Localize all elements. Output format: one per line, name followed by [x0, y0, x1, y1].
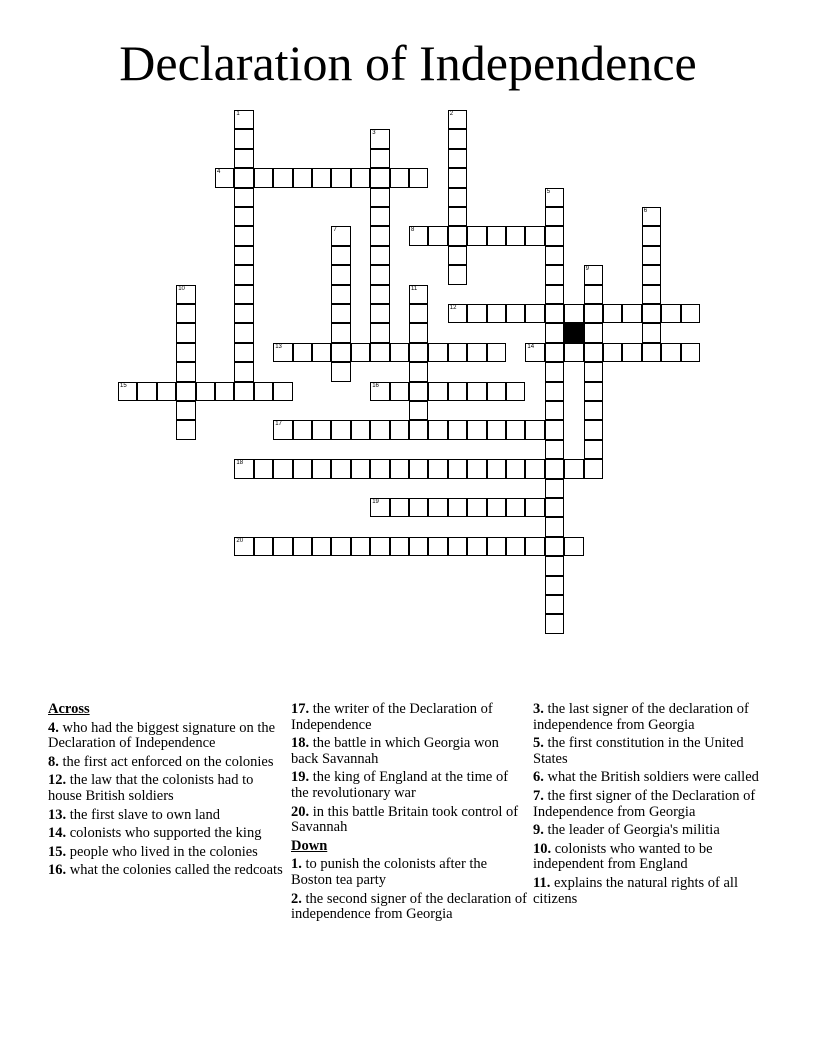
blocked-square: [564, 323, 583, 342]
clue-number: 4: [217, 169, 221, 176]
grid-cell[interactable]: [545, 595, 564, 614]
grid-cell[interactable]: [487, 304, 506, 323]
grid-cell[interactable]: [584, 440, 603, 459]
grid-cell[interactable]: [331, 285, 350, 304]
grid-cell[interactable]: [467, 304, 486, 323]
clue-across-13: 13. the first slave to own land: [48, 806, 220, 823]
grid-cell[interactable]: [448, 149, 467, 168]
grid-cell[interactable]: [428, 459, 447, 478]
grid-cell[interactable]: [331, 323, 350, 342]
grid-cell[interactable]: [331, 420, 350, 439]
grid-cell[interactable]: [545, 576, 564, 595]
grid-cell[interactable]: [370, 498, 389, 517]
grid-cell[interactable]: [584, 265, 603, 284]
grid-cell[interactable]: [545, 304, 564, 323]
grid-cell[interactable]: [467, 226, 486, 245]
grid-cell[interactable]: [312, 420, 331, 439]
grid-cell[interactable]: [448, 188, 467, 207]
clue-down-11: 11. explains the natural rights of all citizens: [533, 874, 738, 907]
grid-cell[interactable]: [584, 382, 603, 401]
grid-cell[interactable]: [545, 537, 564, 556]
clue-number: 20: [236, 537, 244, 544]
page-title: Declaration of Independence: [119, 35, 697, 91]
grid-cell[interactable]: [642, 323, 661, 342]
grid-cell[interactable]: [331, 537, 350, 556]
grid-cell[interactable]: [312, 459, 331, 478]
grid-cell[interactable]: [254, 168, 273, 187]
grid-cell[interactable]: [584, 362, 603, 381]
clue-number: 18: [236, 460, 244, 467]
grid-cell[interactable]: [351, 168, 370, 187]
clue-number: 19: [372, 499, 379, 505]
grid-cell[interactable]: [234, 343, 253, 362]
grid-cell[interactable]: [448, 420, 467, 439]
grid-cell[interactable]: [176, 420, 195, 439]
grid-cell[interactable]: [312, 343, 331, 362]
clue-across-17: 17. the writer of the Declaration of Independence: [291, 701, 493, 733]
grid-cell[interactable]: [409, 420, 428, 439]
clue-across-8: 8. the first act enforced on the colonies: [48, 753, 274, 770]
grid-cell[interactable]: [370, 382, 389, 401]
grid-cell[interactable]: [525, 226, 544, 245]
grid-cell[interactable]: [467, 498, 486, 517]
grid-cell[interactable]: [467, 343, 486, 362]
grid-cell[interactable]: [584, 401, 603, 420]
grid-cell[interactable]: [409, 226, 428, 245]
grid-cell[interactable]: [564, 537, 583, 556]
grid-cell[interactable]: [273, 420, 292, 439]
clue-number: 12: [449, 305, 457, 311]
clue-number: 1: [236, 111, 240, 117]
grid-cell[interactable]: [487, 382, 506, 401]
grid-cell[interactable]: [390, 343, 409, 362]
grid-cell[interactable]: [448, 110, 467, 129]
grid-cell[interactable]: [525, 343, 544, 362]
clue-number: 11: [411, 285, 418, 292]
clue-across-14: 14. colonists who supported the king: [48, 825, 262, 842]
grid-cell[interactable]: [390, 537, 409, 556]
grid-cell[interactable]: [584, 459, 603, 478]
grid-cell[interactable]: [370, 459, 389, 478]
clue-down-2: 2. the second signer of the declaration of independence from Georgia: [291, 890, 527, 923]
grid-cell[interactable]: [487, 420, 506, 439]
grid-cell[interactable]: [467, 459, 486, 478]
grid-cell[interactable]: [584, 323, 603, 342]
grid-cell[interactable]: [487, 343, 506, 362]
grid-cell[interactable]: [409, 285, 428, 304]
clues-column-2: [291, 702, 527, 926]
grid-cell[interactable]: [331, 168, 350, 187]
clue-down-1: 1. to punish the colonists after the Boston tea party: [291, 856, 488, 888]
grid-cell[interactable]: [390, 382, 409, 401]
grid-cell[interactable]: [448, 129, 467, 148]
grid-cell[interactable]: [467, 420, 486, 439]
grid-cell[interactable]: [545, 188, 564, 207]
grid-cell[interactable]: [293, 168, 312, 187]
across-heading: Across: [48, 701, 90, 717]
grid-cell[interactable]: [545, 498, 564, 517]
clues-column-1: [48, 702, 284, 882]
clue-number: 5: [546, 188, 551, 195]
grid-cell[interactable]: [234, 382, 253, 401]
grid-cell[interactable]: [409, 401, 428, 420]
grid-cell[interactable]: [409, 537, 428, 556]
grid-cell[interactable]: [273, 168, 292, 187]
grid-cell[interactable]: [545, 459, 564, 478]
clue-number: 3: [372, 130, 376, 137]
grid-cell[interactable]: [234, 149, 253, 168]
grid-cell[interactable]: [409, 459, 428, 478]
grid-cell[interactable]: [234, 246, 253, 265]
grid-cell[interactable]: [428, 382, 447, 401]
grid-cell[interactable]: [409, 362, 428, 381]
clue-number: 15: [120, 382, 127, 389]
grid-cell[interactable]: [234, 168, 253, 187]
grid-cell[interactable]: [622, 304, 641, 323]
grid-cell[interactable]: [642, 246, 661, 265]
clue-number: 7: [333, 227, 337, 234]
grid-cell[interactable]: [370, 129, 389, 148]
grid-cell[interactable]: [487, 226, 506, 245]
grid-cell[interactable]: [409, 323, 428, 342]
clue-number: 6: [643, 208, 648, 214]
clue-across-15: 15. people who lived in the colonies: [48, 843, 258, 860]
grid-cell[interactable]: [196, 382, 215, 401]
grid-cell[interactable]: [254, 459, 273, 478]
grid-cell[interactable]: [545, 479, 564, 498]
grid-cell[interactable]: [545, 556, 564, 575]
grid-cell[interactable]: [331, 459, 350, 478]
grid-cell[interactable]: [176, 362, 195, 381]
grid-cell[interactable]: [525, 459, 544, 478]
grid-cell[interactable]: [234, 207, 253, 226]
grid-cell[interactable]: [448, 265, 467, 284]
grid-cell[interactable]: [234, 226, 253, 245]
grid-cell[interactable]: [370, 265, 389, 284]
grid-cell[interactable]: [564, 304, 583, 323]
grid-cell[interactable]: [448, 207, 467, 226]
grid-cell[interactable]: [584, 285, 603, 304]
clue-across-18: 18. the battle in which Georgia won back Savannah: [291, 735, 499, 767]
grid-cell[interactable]: [370, 323, 389, 342]
grid-cell[interactable]: [234, 129, 253, 148]
grid-cell[interactable]: [176, 323, 195, 342]
grid-cell[interactable]: [273, 537, 292, 556]
grid-cell[interactable]: [506, 382, 525, 401]
grid-cell[interactable]: [487, 537, 506, 556]
grid-cell[interactable]: [622, 343, 641, 362]
grid-cell[interactable]: [409, 168, 428, 187]
clue-across-12: 12. the law that the colonists had to house British soldiers: [48, 772, 254, 804]
grid-cell[interactable]: [525, 498, 544, 517]
grid-cell[interactable]: [234, 362, 253, 381]
clue-number: 14: [527, 343, 535, 350]
grid-cell[interactable]: [234, 188, 253, 207]
grid-cell[interactable]: [545, 420, 564, 439]
grid-cell[interactable]: [525, 304, 544, 323]
grid-cell[interactable]: [603, 304, 622, 323]
grid-cell[interactable]: [273, 343, 292, 362]
grid-cell[interactable]: [331, 226, 350, 245]
grid-cell[interactable]: [506, 226, 525, 245]
clue-down-3: 3. the last signer of the declaration of independence from Georgia: [533, 701, 749, 733]
grid-cell[interactable]: [370, 343, 389, 362]
grid-cell[interactable]: [234, 537, 253, 556]
grid-cell[interactable]: [545, 517, 564, 536]
grid-cell[interactable]: [331, 265, 350, 284]
clue-down-6: 6. what the British soldiers were called: [533, 769, 759, 786]
grid-cell[interactable]: [176, 382, 195, 401]
grid-cell[interactable]: [545, 246, 564, 265]
grid-cell[interactable]: [234, 304, 253, 323]
grid-cell[interactable]: [545, 226, 564, 245]
grid-cell[interactable]: [506, 459, 525, 478]
grid-cell[interactable]: [234, 110, 253, 129]
grid-cell[interactable]: [448, 382, 467, 401]
grid-cell[interactable]: [176, 343, 195, 362]
grid-cell[interactable]: [448, 537, 467, 556]
clue-down-10: 10. colonists who wanted to be independent from England: [533, 840, 713, 873]
clue-number: 10: [178, 285, 185, 292]
grid-cell[interactable]: [506, 304, 525, 323]
grid-cell[interactable]: [409, 382, 428, 401]
grid-cell[interactable]: [584, 343, 603, 362]
clue-number: 8: [411, 227, 415, 234]
grid-cell[interactable]: [409, 304, 428, 323]
grid-cell[interactable]: [293, 343, 312, 362]
grid-cell[interactable]: [370, 285, 389, 304]
grid-cell[interactable]: [506, 498, 525, 517]
clue-down-5: 5. the first constitution in the United States: [533, 735, 744, 767]
grid-cell[interactable]: [448, 168, 467, 187]
grid-cell[interactable]: [176, 285, 195, 304]
grid-cell[interactable]: [428, 537, 447, 556]
grid-cell[interactable]: [331, 304, 350, 323]
grid-cell[interactable]: [312, 537, 331, 556]
grid-cell[interactable]: [370, 168, 389, 187]
grid-cell[interactable]: [545, 285, 564, 304]
clue-across-4: 4. who had the biggest signature on the Declaration of Independence: [48, 719, 276, 752]
grid-cell[interactable]: [331, 343, 350, 362]
grid-cell[interactable]: [351, 343, 370, 362]
grid-cell[interactable]: [487, 498, 506, 517]
grid-cell[interactable]: [642, 343, 661, 362]
grid-cell[interactable]: [234, 323, 253, 342]
grid-cell[interactable]: [448, 459, 467, 478]
grid-cell[interactable]: [642, 207, 661, 226]
grid-cell[interactable]: [428, 343, 447, 362]
grid-cell[interactable]: [603, 343, 622, 362]
grid-cell[interactable]: [409, 498, 428, 517]
clue-across-20: 20. in this battle Britain took control of Savannah: [291, 803, 519, 836]
grid-cell[interactable]: [448, 343, 467, 362]
grid-cell[interactable]: [506, 537, 525, 556]
grid-cell[interactable]: [351, 420, 370, 439]
grid-cell[interactable]: [681, 304, 700, 323]
grid-cell[interactable]: [234, 285, 253, 304]
grid-cell[interactable]: [545, 207, 564, 226]
grid-cell[interactable]: [661, 343, 680, 362]
grid-cell[interactable]: [642, 265, 661, 284]
grid-cell[interactable]: [467, 537, 486, 556]
grid-cell[interactable]: [331, 246, 350, 265]
grid-cell[interactable]: [545, 614, 564, 633]
grid-cell[interactable]: [545, 401, 564, 420]
grid-cell[interactable]: [312, 168, 331, 187]
clue-number: 9: [585, 266, 589, 273]
down-heading: Down: [291, 837, 328, 854]
grid-cell[interactable]: [428, 498, 447, 517]
grid-cell[interactable]: [448, 498, 467, 517]
grid-cell[interactable]: [351, 459, 370, 478]
grid-cell[interactable]: [525, 420, 544, 439]
grid-cell[interactable]: [467, 382, 486, 401]
grid-cell[interactable]: [487, 459, 506, 478]
grid-cell[interactable]: [157, 382, 176, 401]
clue-across-19: 19. the king of England at the time of the revolutionary war: [291, 769, 509, 801]
clues-column-3: [533, 702, 769, 910]
grid-cell[interactable]: [293, 459, 312, 478]
grid-cell[interactable]: [137, 382, 156, 401]
grid-cell[interactable]: [254, 382, 273, 401]
grid-cell[interactable]: [176, 304, 195, 323]
grid-cell[interactable]: [370, 149, 389, 168]
grid-cell[interactable]: [545, 343, 564, 362]
grid-cell[interactable]: [370, 188, 389, 207]
grid-cell[interactable]: [584, 420, 603, 439]
grid-cell[interactable]: [254, 537, 273, 556]
grid-cell[interactable]: [370, 537, 389, 556]
grid-cell[interactable]: [370, 207, 389, 226]
grid-cell[interactable]: [215, 168, 234, 187]
grid-cell[interactable]: [331, 362, 350, 381]
grid-cell[interactable]: [525, 537, 544, 556]
grid-cell[interactable]: [545, 382, 564, 401]
clue-across-16: 16. what the colonies called the redcoats: [48, 862, 283, 879]
grid-cell[interactable]: [545, 440, 564, 459]
grid-cell[interactable]: [370, 246, 389, 265]
grid-cell[interactable]: [370, 226, 389, 245]
grid-cell[interactable]: [409, 343, 428, 362]
grid-cell[interactable]: [293, 537, 312, 556]
grid-cell[interactable]: [428, 420, 447, 439]
clue-number: 16: [372, 382, 379, 389]
grid-cell[interactable]: [584, 304, 603, 323]
grid-cell[interactable]: [545, 323, 564, 342]
grid-cell[interactable]: [428, 226, 447, 245]
grid-cell[interactable]: [370, 420, 389, 439]
grid-cell[interactable]: [642, 304, 661, 323]
grid-cell[interactable]: [564, 343, 583, 362]
clue-number: 17: [275, 421, 282, 428]
grid-cell[interactable]: [390, 498, 409, 517]
grid-cell[interactable]: [176, 401, 195, 420]
grid-cell[interactable]: [273, 382, 292, 401]
grid-cell[interactable]: [448, 246, 467, 265]
grid-cell[interactable]: [293, 420, 312, 439]
grid-cell[interactable]: [564, 459, 583, 478]
grid-cell[interactable]: [661, 304, 680, 323]
grid-cell[interactable]: [390, 459, 409, 478]
clue-down-9: 9. the leader of Georgia's militia: [533, 822, 720, 839]
grid-cell[interactable]: [448, 304, 467, 323]
grid-cell[interactable]: [642, 285, 661, 304]
grid-cell[interactable]: [234, 265, 253, 284]
grid-cell[interactable]: [234, 459, 253, 478]
grid-cell[interactable]: [351, 537, 370, 556]
grid-cell[interactable]: [506, 420, 525, 439]
grid-cell[interactable]: [370, 304, 389, 323]
grid-cell[interactable]: [390, 420, 409, 439]
clue-number: 13: [275, 343, 282, 350]
grid-cell[interactable]: [545, 265, 564, 284]
grid-cell[interactable]: [642, 226, 661, 245]
clue-down-7: 7. the first signer of the Declaration of Independence from Georgia: [533, 787, 756, 820]
grid-cell[interactable]: [448, 226, 467, 245]
grid-cell[interactable]: [681, 343, 700, 362]
grid-cell[interactable]: [215, 382, 234, 401]
grid-cell[interactable]: [390, 168, 409, 187]
clue-number: 2: [449, 111, 454, 117]
grid-cell[interactable]: [273, 459, 292, 478]
grid-cell[interactable]: [118, 382, 137, 401]
grid-cell[interactable]: [545, 362, 564, 381]
